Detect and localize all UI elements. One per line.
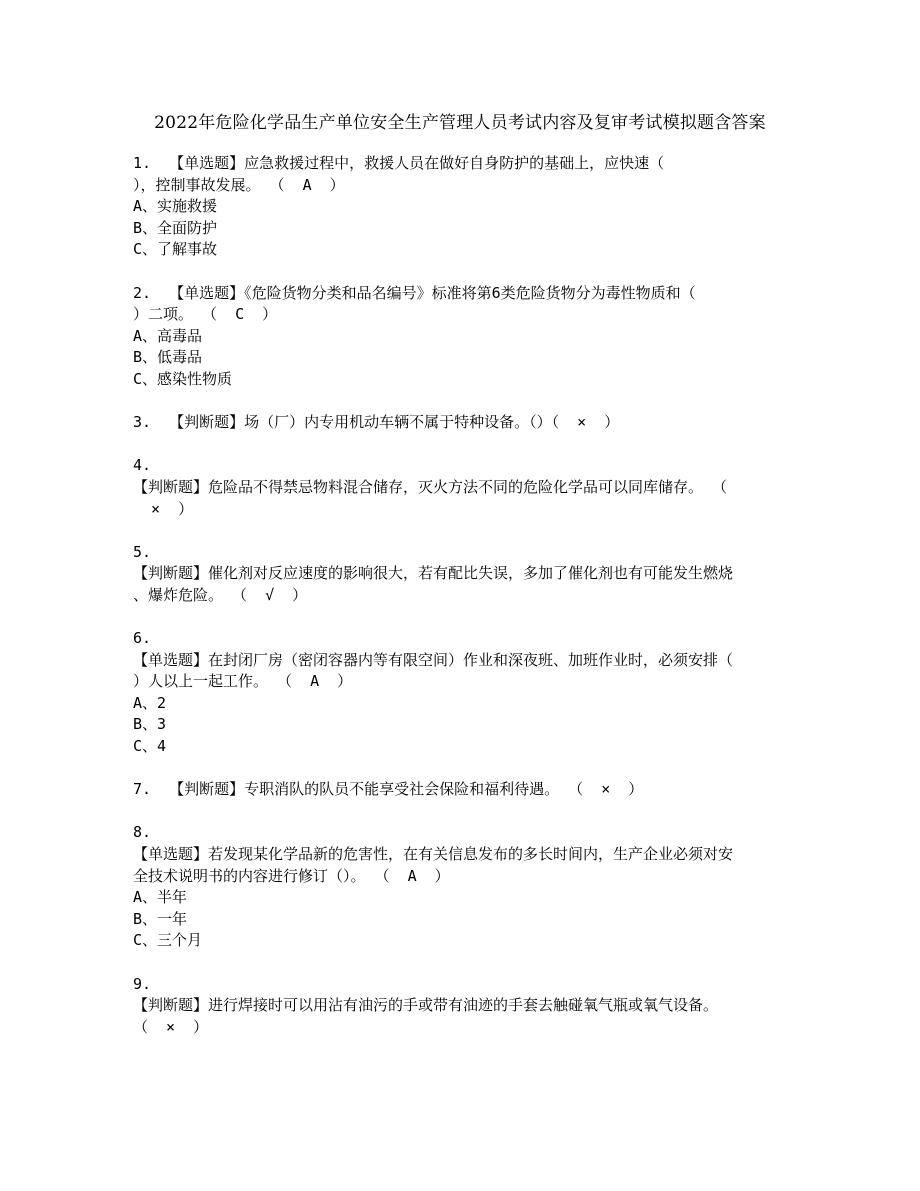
option-b: B、全面防护: [133, 218, 218, 237]
question-stem: 【判断题】进行焊接时可以用沾有油污的手或带有油迹的手套去触碰氧气瓶或氧气设备。: [133, 996, 719, 1015]
question-answer: × ）: [133, 499, 194, 518]
question-stem-answer: ）人以上一起工作。 （ A ）: [133, 672, 353, 691]
option-a: A、实施救援: [133, 197, 218, 216]
document-title: 2022年危险化学品生产单位安全生产管理人员考试内容及复审考试模拟题含答案: [154, 113, 766, 133]
question-number: 6.: [133, 629, 152, 648]
question-number: 9.: [133, 974, 152, 993]
question-stem-answer: ）二项。 （ C ）: [133, 305, 278, 324]
question-9: [133, 974, 793, 1039]
question-stem: 1. 【单选题】应急救援过程中，救援人员在做好自身防护的基础上，应快速（: [133, 154, 665, 172]
question-number: 8.: [133, 823, 152, 842]
question-number: 5.: [133, 542, 152, 561]
option-c: C、了解事故: [133, 240, 218, 259]
option-b: B、低毒品: [133, 348, 203, 367]
question-4: [133, 455, 793, 520]
question-stem: 【单选题】在封闭厂房（密闭容器内等有限空间）作业和深夜班、加班作业时，必须安排（: [133, 650, 734, 669]
question-number: 4.: [133, 456, 152, 475]
question-3: [133, 412, 793, 434]
question-7: [133, 779, 793, 801]
question-stem-answer: 7. 【判断题】专职消队的队员不能享受社会保险和福利待遇。 （ × ）: [133, 780, 644, 799]
question-stem: 【单选题】若发现某化学品新的危害性，在有关信息发布的多长时间内，生产企业必须对安: [133, 845, 734, 863]
question-stem: 【判断题】催化剂对反应速度的影响很大，若有配比失误，多加了催化剂也有可能发生燃烧: [133, 564, 734, 583]
question-5: [133, 542, 793, 607]
option-b: B、一年: [133, 909, 188, 928]
question-8: [133, 822, 793, 952]
question-answer: （ × ）: [133, 1017, 209, 1036]
question-2: [133, 283, 793, 391]
option-a: A、高毒品: [133, 326, 203, 345]
question-1: [133, 153, 793, 261]
question-stem: 2. 【单选题】《危险货物分类和品名编号》标准将第6类危险货物分为毒性物质和（: [133, 283, 696, 302]
option-c: C、感染性物质: [133, 369, 233, 388]
question-stem-answer: 3. 【判断题】场（厂）内专用机动车辆不属于特种设备。（）（ × ）: [133, 413, 620, 432]
option-a: A、半年: [133, 888, 188, 907]
question-stem-answer: 、爆炸危险。 （ √ ）: [133, 585, 308, 604]
option-a: A、2: [133, 693, 167, 712]
question-stem: 【判断题】危险品不得禁忌物料混合储存，灭火方法不同的危险化学品可以同库储存。 （: [133, 477, 728, 496]
question-stem-answer: ），控制事故发展。 （ A ）: [133, 175, 345, 194]
option-c: C、4: [133, 737, 167, 756]
option-c: C、三个月: [133, 931, 203, 950]
question-list: [133, 153, 793, 1060]
option-b: B、3: [133, 715, 167, 734]
question-stem-answer: 全技术说明书的内容进行修订（）。 （ A ）: [133, 866, 450, 885]
question-6: [133, 628, 793, 758]
